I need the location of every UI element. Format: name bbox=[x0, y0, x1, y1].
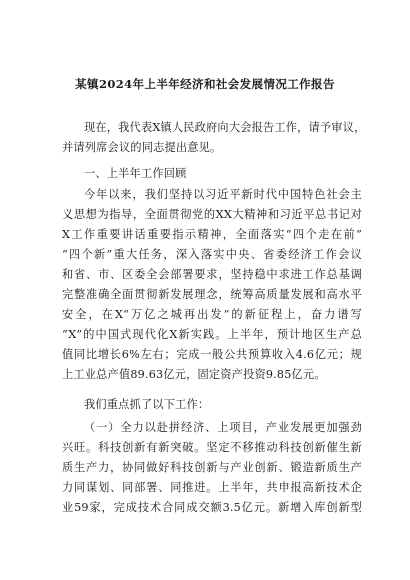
text-line: （一）全力以赴拼经济、上项目，产业发展更加强劲 bbox=[84, 421, 362, 434]
work-item-paragraph bbox=[62, 418, 362, 518]
text-line: X工作重要讲话重要指示精神，全面落实“四个走在前” bbox=[62, 228, 362, 241]
text-line: “四个新”重大任务，深入落实中央、省委经济工作会议 bbox=[62, 248, 362, 261]
text-line: 并请列席会议的同志提出意见。 bbox=[62, 141, 222, 154]
text-line: 今年以来，我们坚持以习近平新时代中国特色社会主 bbox=[84, 188, 362, 201]
text-line: 兴旺。科技创新有新突破。坚定不移推动科技创新催生新 bbox=[62, 441, 362, 454]
text-line: 和省、市、区委全会部署要求，坚持稳中求进工作总基调 bbox=[62, 268, 362, 281]
review-paragraph bbox=[62, 185, 362, 385]
text-line: 业59家，完成技术合同成交额3.5亿元。新增入库创新型 bbox=[62, 501, 362, 514]
text-line: 值同比增长6%左右；完成一般公共预算收入4.6亿元；规 bbox=[62, 348, 362, 361]
text-line: 现在，我代表X镇人民政府向大会报告工作，请予审议， bbox=[84, 121, 366, 134]
text-line: 我们重点抓了以下工作： bbox=[84, 398, 210, 411]
section-heading-text: 一、上半年工作回顾 bbox=[84, 167, 187, 180]
text-line: “X”的中国式现代化X新实践。上半年，预计地区生产总 bbox=[62, 328, 362, 341]
text-line: 质生产力，协同做好科技创新与产业创新、锻造新质生产 bbox=[62, 461, 362, 474]
text-line: 上工业总产值89.63亿元，固定资产投资9.85亿元。 bbox=[62, 368, 326, 381]
text-line: 义思想为指导，全面贯彻党的XX大精神和习近平总书记对 bbox=[62, 208, 362, 221]
section-heading bbox=[62, 164, 362, 184]
intro-paragraph bbox=[62, 118, 366, 158]
text-line: 完整准确全面贯彻新发展理念，统筹高质量发展和高水平 bbox=[62, 288, 362, 301]
key-work-intro bbox=[62, 395, 362, 415]
text-line: 安全，在X“万亿之城再出发”的新征程上，奋力谱写 bbox=[62, 308, 362, 321]
document-title: 某镇2024年上半年经济和社会发展情况工作报告 bbox=[75, 77, 335, 91]
text-line: 力同谋划、同部署、同推进。上半年，共申报高新技术企 bbox=[62, 481, 362, 494]
